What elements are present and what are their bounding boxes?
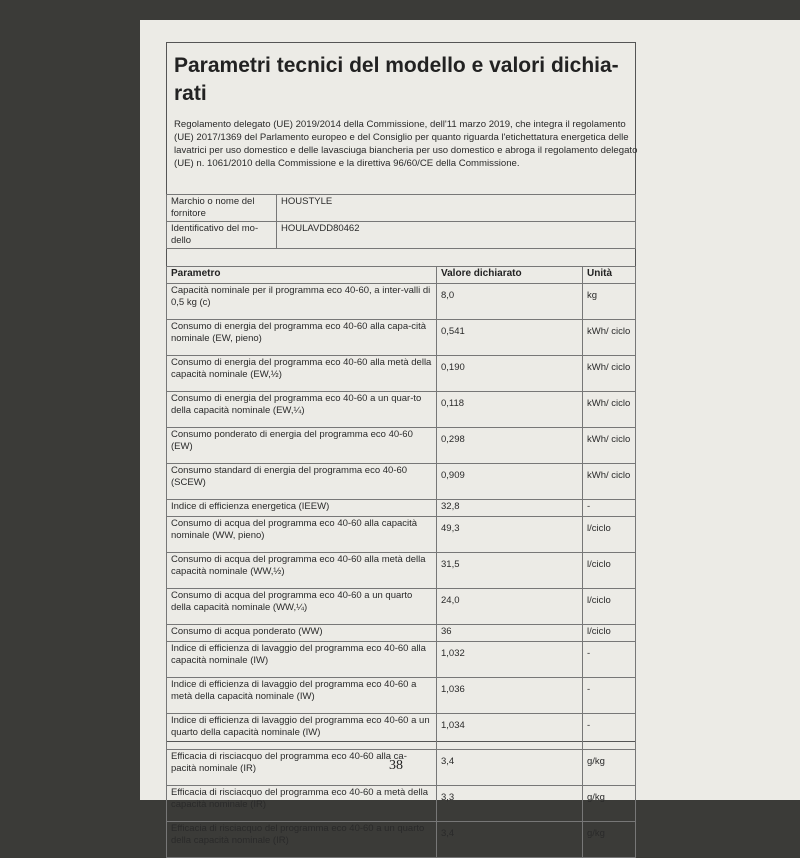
value-cell: 0,190 — [437, 356, 583, 392]
param-cell: Indice di efficienza energetica (IEEW) — [167, 500, 437, 517]
param-cell: Consumo ponderato di energia del programma eco 40-60 (EW) — [167, 428, 437, 464]
model-value: HOULAVDD80462 — [277, 222, 636, 249]
brand-label: Marchio o nome del fornitore — [167, 195, 277, 222]
unit-header: Unità — [583, 267, 636, 284]
table-row — [167, 553, 636, 589]
supplier-info-table — [166, 194, 636, 249]
table-row — [167, 392, 636, 428]
table-row — [167, 786, 636, 822]
value-cell: 36 — [437, 625, 583, 642]
param-cell: Consumo di energia del programma eco 40-60 a un quar-to della capacità nominale (EW,¼) — [167, 392, 437, 428]
value-cell: 0,298 — [437, 428, 583, 464]
value-cell: 0,909 — [437, 464, 583, 500]
table-row — [167, 500, 636, 517]
table-row — [167, 822, 636, 858]
value-cell: 0,541 — [437, 320, 583, 356]
param-cell: Consumo di energia del programma eco 40-60 alla metà della capacità nominale (EW,½) — [167, 356, 437, 392]
value-cell: 1,032 — [437, 642, 583, 678]
unit-cell: - — [583, 678, 636, 714]
param-cell: Consumo di acqua del programma eco 40-60 a un quarto della capacità nominale (WW,¼) — [167, 589, 437, 625]
document-page — [140, 20, 800, 846]
unit-cell: kWh/ ciclo — [583, 392, 636, 428]
table-header-row — [167, 267, 636, 284]
value-cell: 1,034 — [437, 714, 583, 750]
unit-cell: kWh/ ciclo — [583, 356, 636, 392]
unit-cell: kWh/ ciclo — [583, 428, 636, 464]
table-row — [167, 356, 636, 392]
unit-cell: l/ciclo — [583, 625, 636, 642]
param-cell: Consumo di acqua del programma eco 40-60 alla capacità nominale (WW, pieno) — [167, 517, 437, 553]
model-label: Identificativo del mo-dello — [167, 222, 277, 249]
param-cell: Consumo di energia del programma eco 40-60 alla capa-cità nominale (EW, pieno) — [167, 320, 437, 356]
unit-cell: l/ciclo — [583, 517, 636, 553]
param-cell: Consumo di acqua del programma eco 40-60 alla metà della capacità nominale (WW,½) — [167, 553, 437, 589]
table-row — [167, 428, 636, 464]
unit-cell: g/kg — [583, 750, 636, 786]
unit-cell: - — [583, 714, 636, 750]
value-cell: 8,0 — [437, 284, 583, 320]
param-cell: Indice di efficienza di lavaggio del programma eco 40-60 a un quarto della capacità nominale (IW) — [167, 714, 437, 750]
page-title: Parametri tecnici del modello e valori dichia-rati — [174, 54, 619, 105]
value-cell: 32,8 — [437, 500, 583, 517]
value-cell: 0,118 — [437, 392, 583, 428]
table-row — [167, 517, 636, 553]
table-row — [167, 284, 636, 320]
unit-cell: kWh/ ciclo — [583, 320, 636, 356]
table-row — [167, 589, 636, 625]
unit-cell: g/kg — [583, 786, 636, 822]
param-cell: Efficacia di risciacquo del programma eco 40-60 alla ca-pacità nominale (IR) — [167, 750, 437, 786]
param-cell: Indice di efficienza di lavaggio del programma eco 40-60 alla capacità nominale (IW) — [167, 642, 437, 678]
table-row — [167, 222, 636, 249]
value-cell: 31,5 — [437, 553, 583, 589]
table-row — [167, 714, 636, 750]
page-number: 38 — [389, 758, 403, 773]
param-cell: Efficacia di risciacquo del programma eco 40-60 a metà della capacità nominale (IR) — [167, 786, 437, 822]
unit-cell: - — [583, 642, 636, 678]
unit-cell: kWh/ ciclo — [583, 464, 636, 500]
value-cell: 1,036 — [437, 678, 583, 714]
unit-cell: kg — [583, 284, 636, 320]
unit-cell: g/kg — [583, 822, 636, 858]
regulation-text: Regolamento delegato (UE) 2019/2014 della Commissione, dell'11 marzo 2019, che integra il regolamento (UE) 2017/1369 del Parlamento europeo e del Consiglio per quanto riguarda l'etichettatura energetica delle lavatrici per uso domestico e delle lavasciuga biancheria per uso domestico e abroga il regolamento delegato (UE) n. 1061/2010 della Commissione e la direttiva 96/60/CE della Commissione. — [174, 119, 638, 169]
param-header: Parametro — [167, 267, 437, 284]
table-row — [167, 642, 636, 678]
value-cell: 3,4 — [437, 822, 583, 858]
value-cell: 3,4 — [437, 750, 583, 786]
param-cell: Consumo di acqua ponderato (WW) — [167, 625, 437, 642]
table-row — [167, 625, 636, 642]
unit-cell: - — [583, 500, 636, 517]
unit-cell: l/ciclo — [583, 553, 636, 589]
table-row — [167, 678, 636, 714]
value-cell: 49,3 — [437, 517, 583, 553]
unit-cell: l/ciclo — [583, 589, 636, 625]
value-cell: 3,3 — [437, 786, 583, 822]
table-row — [167, 195, 636, 222]
param-cell: Capacità nominale per il programma eco 40-60, a inter-valli di 0,5 kg (c) — [167, 284, 437, 320]
table-row — [167, 464, 636, 500]
brand-value: HOUSTYLE — [277, 195, 636, 222]
param-cell: Indice di efficienza di lavaggio del programma eco 40-60 a metà della capacità nominale (IW) — [167, 678, 437, 714]
param-cell: Consumo standard di energia del programma eco 40-60 (SCEW) — [167, 464, 437, 500]
param-cell: Efficacia di risciacquo del programma eco 40-60 a un quarto della capacità nominale (IR) — [167, 822, 437, 858]
value-header: Valore dichiarato — [437, 267, 583, 284]
table-row — [167, 320, 636, 356]
value-cell: 24,0 — [437, 589, 583, 625]
